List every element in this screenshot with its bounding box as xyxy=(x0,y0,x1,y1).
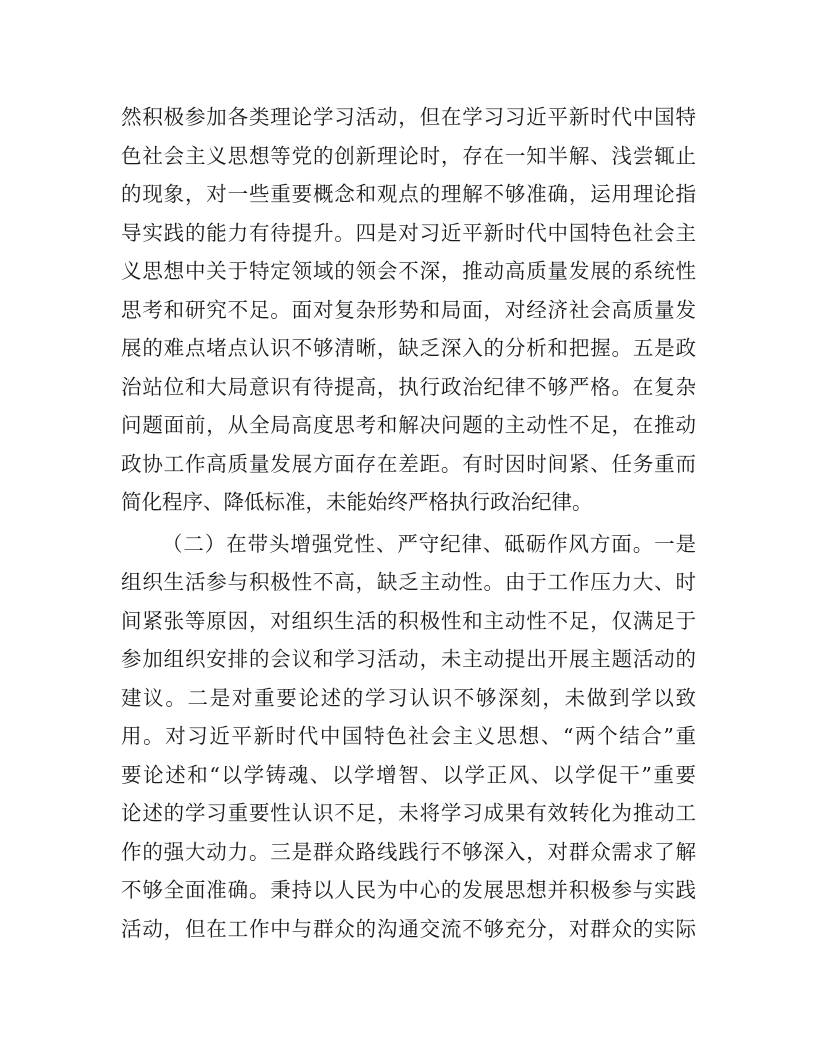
paragraph-line: 义思想中关于特定领域的领会不深，推动高质量发展的系统性 xyxy=(121,259,696,283)
paragraph-line: 导实践的能力有待提升。四是对习近平新时代中国特色社会主 xyxy=(121,220,696,245)
paragraph-line: 活动，但在工作中与群众的沟通交流不够充分，对群众的实际 xyxy=(121,916,696,941)
paragraph-line: 间紧张等原因，对组织生活的积极性和主动性不足，仅满足于 xyxy=(121,608,696,633)
paragraph-line: 的现象，对一些重要概念和观点的理解不够准确，运用理论指 xyxy=(121,182,696,206)
paragraph-line: 色社会主义思想等党的创新理论时，存在一知半解、浅尝辄止 xyxy=(121,143,696,168)
paragraph-line: 治站位和大局意识有待提高，执行政治纪律不够严格。在复杂 xyxy=(121,374,696,399)
paragraph-line: 思考和研究不足。面对复杂形势和局面，对经济社会高质量发 xyxy=(121,297,696,322)
paragraph-line: 组织生活参与积极性不高，缺乏主动性。由于工作压力大、时 xyxy=(121,570,696,594)
paragraph-line: 参加组织安排的会议和学习活动，未主动提出开展主题活动的 xyxy=(121,647,696,671)
paragraph-line: 用。对习近平新时代中国特色社会主义思想、“两个结合”重 xyxy=(121,724,696,748)
paragraph-2 xyxy=(121,525,696,949)
paragraph-line: 政协工作高质量发展方面存在差距。有时因时间紧、任务重而 xyxy=(121,451,696,476)
paragraph-1 xyxy=(121,98,696,522)
document-body xyxy=(121,98,696,948)
paragraph-line: 展的难点堵点认识不够清晰，缺乏深入的分析和把握。五是政 xyxy=(121,336,696,360)
paragraph-line: （二）在带头增强党性、严守纪律、砥砺作风方面。一是 xyxy=(162,531,696,556)
paragraph-line: 作的强大动力。三是群众路线践行不够深入，对群众需求了解 xyxy=(121,839,696,864)
paragraph-line: 建议。二是对重要论述的学习认识不够深刻，未做到学以致 xyxy=(121,685,696,710)
paragraph-line: 问题面前，从全局高度思考和解决问题的主动性不足，在推动 xyxy=(121,413,696,437)
paragraph-line: 然积极参加各类理论学习活动，但在学习习近平新时代中国特 xyxy=(121,105,696,129)
paragraph-line: 简化程序、降低标准，未能始终严格执行政治纪律。 xyxy=(121,490,593,514)
paragraph-line: 不够全面准确。秉持以人民为中心的发展思想并积极参与实践 xyxy=(121,878,696,902)
paragraph-line: 论述的学习重要性认识不足，未将学习成果有效转化为推动工 xyxy=(121,801,696,825)
paragraph-line: 要论述和“以学铸魂、以学增智、以学正风、以学促干”重要 xyxy=(121,762,696,787)
